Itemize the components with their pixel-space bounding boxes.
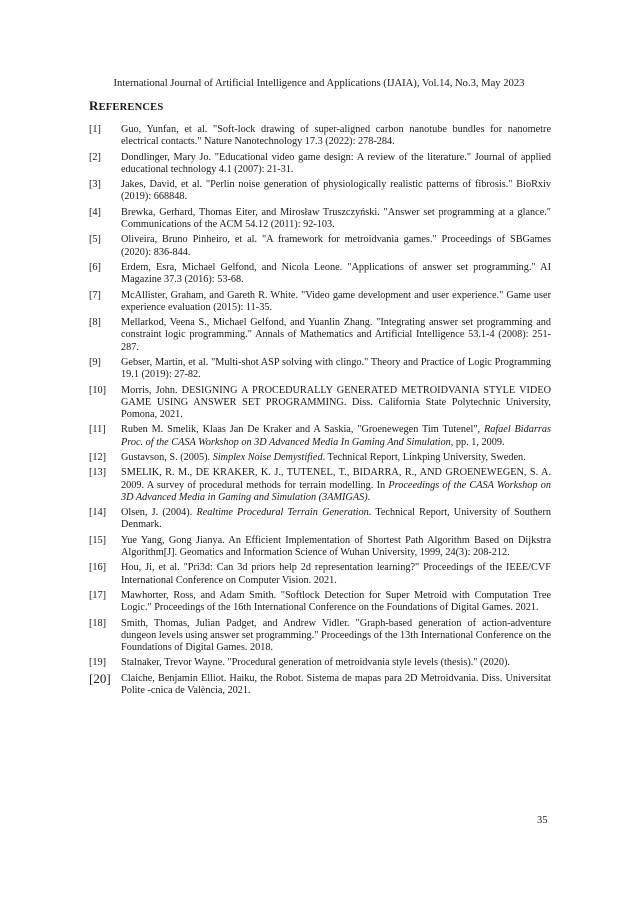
reference-number: [1] bbox=[89, 124, 101, 135]
reference-text bbox=[121, 317, 551, 354]
reference-number: [9] bbox=[89, 356, 101, 368]
reference-text bbox=[121, 452, 551, 464]
reference-text bbox=[121, 467, 551, 504]
reference-item bbox=[89, 179, 551, 203]
reference-text bbox=[121, 507, 551, 531]
reference-list bbox=[89, 124, 551, 700]
reference-text-italic: Realtime Procedural Terrain Generation bbox=[196, 507, 369, 519]
reference-text-part: Guo, Yunfan, et al. "Soft-lock drawing of super-aligned carbon nanotube bundles for nanometre electrical contacts." Nature Nanotechnology 17.3 (2022): 278-284. bbox=[121, 124, 551, 148]
reference-number: [6] bbox=[89, 261, 101, 273]
reference-item bbox=[89, 535, 551, 559]
reference-text-italic: Proceedings of the CASA Workshop on 3D Advanced Media in Gaming and Simulation (3AMIGAS) bbox=[121, 479, 551, 503]
reference-item bbox=[89, 357, 551, 381]
reference-text-part: Brewka, Gerhard, Thomas Eiter, and Mirosław Truszczyński. "Answer set programming at a glance." Communications of the ACM 54.12 (2011): 92-103. bbox=[121, 206, 551, 230]
reference-item bbox=[89, 618, 551, 655]
reference-text-part: Oliveira, Bruno Pinheiro, et al. "A framework for metroidvania games." Proceedings of SBGames (2020): 836-844. bbox=[121, 234, 551, 258]
reference-number: [2] bbox=[89, 151, 101, 163]
reference-text bbox=[121, 152, 551, 176]
reference-number: [20] bbox=[89, 670, 111, 686]
reference-text-part: Smith, Thomas, Julian Padget, and Andrew Vidler. "Graph-based generation of action-adventure dungeon levels using answer set programming." Proceedings of the 13th International Conference on the Foundations of Digital Games. 2018. bbox=[121, 617, 551, 653]
reference-number: [17] bbox=[89, 589, 107, 601]
reference-number: [8] bbox=[89, 317, 101, 329]
reference-number: [10] bbox=[89, 384, 107, 396]
reference-item bbox=[89, 670, 551, 697]
reference-text-part: SMELIK, R. M., DE KRAKER, K. J., TUTENEL, T., BIDARRA, R., AND GROENEWEGEN, S. A. 2009. A survey of procedural methods for terrain modelling. In bbox=[121, 467, 551, 491]
reference-text bbox=[121, 385, 551, 422]
reference-text-italic: Rafael Bidarras Proc. of the CASA Workshop on 3D Advanced Media In Gaming And Simulation bbox=[121, 424, 551, 448]
reference-item bbox=[89, 207, 551, 231]
reference-number: [15] bbox=[89, 534, 107, 546]
reference-text-part: Gebser, Martin, et al. "Multi-shot ASP solving with clingo." Theory and Practice of Logic Programming 19.1 (2019): 27-82. bbox=[121, 356, 551, 381]
reference-number: [11] bbox=[89, 424, 106, 436]
reference-text-part: McAllister, Graham, and Gareth R. White. "Video game development and user experience." Game user experience evaluation (2015): 11-35. bbox=[121, 289, 551, 313]
reference-text bbox=[121, 207, 551, 231]
reference-number: [4] bbox=[89, 206, 101, 218]
reference-text bbox=[121, 262, 551, 286]
reference-text-part: , pp. 1, 2009. bbox=[450, 436, 505, 448]
reference-text bbox=[121, 673, 551, 697]
reference-text-part: . bbox=[367, 491, 371, 503]
reference-text-part: . Technical Report, University of Southern Denmark. bbox=[121, 507, 551, 531]
reference-item bbox=[89, 152, 551, 176]
reference-text bbox=[121, 657, 551, 669]
reference-item bbox=[89, 590, 551, 614]
reference-text-part: Claiche, Benjamin Elliot. Haiku, the Robot. Sistema de mapas para 2D Metroidvania. Diss. Universitat Polite -cnica de València, 2021. bbox=[121, 672, 551, 696]
reference-number: [12] bbox=[89, 451, 107, 463]
section-title-references bbox=[89, 98, 163, 114]
reference-text bbox=[121, 535, 551, 559]
reference-item bbox=[89, 385, 551, 422]
reference-number: [13] bbox=[89, 467, 107, 479]
reference-item bbox=[89, 467, 551, 504]
reference-text-part: Morris, John. DESIGNING A PROCEDURALLY GENERATED METROIDVANIA STYLE VIDEO GAME USING ANSWER SET PROGRAMMING. Diss. California State Polytechnic University, Pomona, 2021. bbox=[121, 384, 551, 420]
reference-text-part: Jakes, David, et al. "Perlin noise generation of physiologically realistic patterns of fibrosis." BioRxiv (2019): 668848. bbox=[121, 179, 551, 203]
reference-number: [18] bbox=[89, 617, 107, 629]
reference-item bbox=[89, 290, 551, 314]
reference-item bbox=[89, 657, 551, 669]
reference-number: [3] bbox=[89, 179, 101, 191]
reference-item bbox=[89, 507, 551, 531]
reference-text-part: Ruben M. Smelik, Klaas Jan De Kraker and A Saskia, "Groenewegen Tim Tutenel", bbox=[121, 424, 484, 436]
reference-item bbox=[89, 562, 551, 586]
reference-text bbox=[121, 234, 551, 258]
reference-text-part: Hou, Ji, et al. "Pri3d: Can 3d priors help 2d representation learning?" Proceedings of the IEEE/CVF International Conference on Computer Vision. 2021. bbox=[121, 562, 551, 586]
reference-text-part: Gustavson, S. (2005). bbox=[121, 451, 213, 463]
reference-text bbox=[121, 124, 551, 148]
reference-text bbox=[121, 424, 551, 448]
reference-number: [7] bbox=[89, 289, 101, 301]
reference-item bbox=[89, 262, 551, 286]
reference-text bbox=[121, 590, 551, 614]
section-title-rest: EFERENCES bbox=[98, 102, 164, 113]
reference-item bbox=[89, 234, 551, 258]
reference-text-part: Mellarkod, Veena S., Michael Gelfond, and Yuanlin Zhang. "Integrating answer set programming and constraint logic programming." Annals of Mathematics and Artificial Intelligence 53.1-4 (2008): 251-287. bbox=[121, 317, 551, 353]
reference-text bbox=[121, 562, 551, 586]
reference-text-part: Yue Yang, Gong Jianya. An Efficient Implementation of Shortest Path Algorithm Based on Dijkstra Algorithm[J]. Geomatics and Information Science of Wuhan University, 1999, 24(3): 208-212. bbox=[121, 534, 551, 558]
reference-number: [19] bbox=[89, 657, 107, 669]
reference-text-part: . Technical Report, Linkping University, Sweden. bbox=[322, 451, 526, 463]
running-header: International Journal of Artificial Intelligence and Applications (IJAIA), Vol.14, No.3, May 2023 bbox=[113, 78, 525, 89]
reference-text bbox=[121, 179, 551, 203]
reference-text-part: Erdem, Esra, Michael Gelfond, and Nicola Leone. "Applications of answer set programming." AI Magazine 37.3 (2016): 53-68. bbox=[121, 261, 551, 286]
reference-item bbox=[89, 424, 551, 448]
reference-item bbox=[89, 317, 551, 354]
reference-text-part: Olsen, J. (2004). bbox=[121, 507, 197, 519]
reference-number: [14] bbox=[89, 507, 107, 519]
reference-text-part: Stalnaker, Trevor Wayne. "Procedural generation of metroidvania style levels (thesis)." (2020). bbox=[121, 657, 510, 669]
reference-text bbox=[121, 357, 551, 381]
reference-item bbox=[89, 124, 551, 148]
reference-number: [5] bbox=[89, 234, 101, 246]
section-title-initial: R bbox=[89, 98, 99, 113]
page-number: 35 bbox=[537, 815, 548, 826]
reference-text-italic: Simplex Noise Demystified bbox=[212, 451, 323, 463]
reference-text bbox=[121, 290, 551, 314]
reference-item bbox=[89, 452, 551, 464]
reference-text-part: Dondlinger, Mary Jo. "Educational video game design: A review of the literature." Journal of applied educational technology 4.1 (2007): 21-31. bbox=[121, 151, 551, 175]
reference-text bbox=[121, 618, 551, 655]
reference-text-part: Mawhorter, Ross, and Adam Smith. "Softlock Detection for Super Metroid with Computation Tree Logic." Proceedings of the 16th International Conference on the Foundations of Digital Games. 2021. bbox=[121, 589, 551, 614]
reference-number: [16] bbox=[89, 562, 107, 574]
